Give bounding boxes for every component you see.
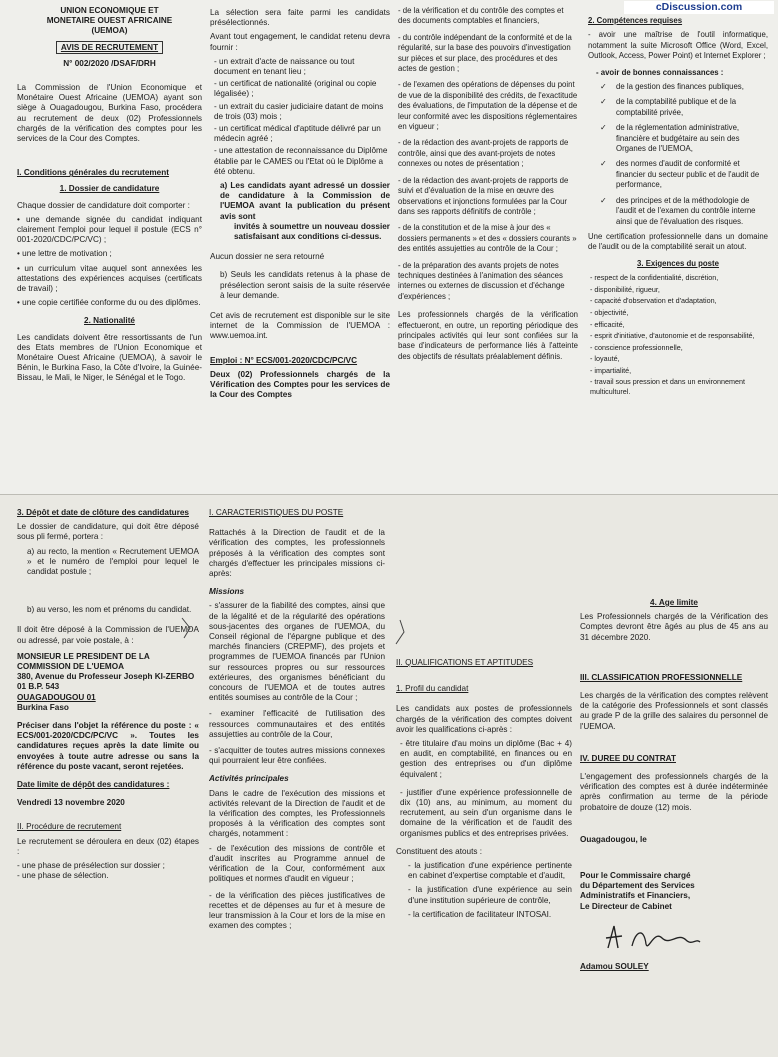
signature-line-2: du Département des Services (580, 881, 695, 891)
list-item: - un extrait d'acte de naissance ou tout document en tenant lieu ; (214, 56, 355, 77)
atouts-heading: Constituent des atouts : (396, 846, 483, 856)
section-caracteristiques: I. CARACTERISTIQUES DU POSTE (209, 508, 344, 517)
org-line-3: (UEMOA) (91, 26, 128, 36)
section-duree: IV. DUREE DU CONTRAT (580, 753, 676, 763)
aucun-dossier: Aucun dossier ne sera retourné (210, 252, 325, 262)
list-item: - s'assurer de la fiabilité des comptes, ainsi que de la légalité et de la régularité des opérations sous-jacentes des organes de l'UEMOA, du Conseil régional de l'épargne publique et des marchés financiers (CREPMF), des projets et programmes de l'UEMOA financés par l'Union sur ressources propres ou sur ressources extérieures, des organismes bénéficiant du concours de l'UEMOA et de toutes autres entités soumises au contrôle de la Cour ; (209, 601, 385, 703)
caracteristiques-intro: Rattachés à la Direction de l'audit et de la vérification des comptes, les professionnels préposés à la vérification des comptes sont chargés d'effectuer les principales missions ci-après: (209, 528, 385, 579)
list-item: - une attestation de reconnaissance du Diplôme établie par le CAMES ou l'Etat où le Diplôme a été obtenu. (214, 146, 388, 176)
preciser-text: Préciser dans l'objet la référence du poste : « ECS/001-2020/CDC/PC/VC ». Toutes les candidatures reçues après la date limite ou envoyées à toute autre adresse ou sans la référence du poste vacant, seront rejetées. (17, 721, 199, 771)
list-item: - la justification d'une expérience pertinente en cabinet d'expertise comptable et d'audit, (408, 861, 572, 881)
list-item: - un extrait du casier judiciaire datant de moins de trois (03) mois ; (214, 101, 384, 121)
list-item: - de la vérification et du contrôle des comptes et des documents comptables et financiers, (398, 6, 564, 26)
missions-heading: Missions (209, 587, 245, 597)
subsection-profil: 1. Profil du candidat (396, 684, 469, 694)
site-text: Cet avis de recrutement est disponible sur le site internet de la Commission de l'UEMOA : www.uemoa.int. (210, 311, 390, 341)
address-line-2: 380, Avenue du Professeur Joseph KI-ZERBO (17, 672, 195, 682)
list-item: - capacité d'observation et d'adaptation, (590, 296, 717, 306)
list-item: ✓ des principes et de la méthodologie de l'audit et de l'examen du contrôle interne ainsi que de l'évaluation des risques. (610, 196, 768, 227)
address-line-4: OUAGADOUGOU 01 (17, 692, 96, 702)
dossier-item: • une demande signée du candidat indiquant clairement l'emploi pour lequel il postule (ECS n° 001-2020/CDC/PC/VC) ; (17, 214, 202, 245)
connaissances-text: - avoir de bonnes connaissances : (596, 67, 724, 77)
section-depot: 3. Dépôt et date de clôture des candidatures (17, 508, 189, 517)
column-1-top (17, 0, 202, 494)
list-item: - examiner l'efficacité de l'utilisation des ressources communautaires et des entités assujetties au contrôle de la Cour, (209, 709, 385, 739)
list-item: - justifier d'une expérience professionnelle de dix (10) ans, au minimum, au moment du recrutement, au sein d'un organisme dans le domaine de la vérification et de l'audit des organismes publics et des entreprises privées. (400, 787, 572, 838)
list-item: - s'acquitter de toutes autres missions connexes qui pourraient leur être confiées. (209, 746, 385, 766)
phase-item: - une phase de présélection sur dossier ; (17, 861, 165, 871)
procedure-text: Le recrutement se déroulera en deux (02) étapes : (17, 836, 199, 856)
address-line-3: 01 B.P. 543 (17, 682, 60, 692)
activites-list (209, 844, 385, 932)
list-item: - objectivité, (590, 307, 629, 317)
date-limite-label: Date limite de dépôt des candidatures : (17, 780, 170, 790)
list-item: - efficacité, (590, 319, 625, 329)
list-item: ✓ des normes d'audit de conformité et financier du secteur public et de l'audit de performance, (610, 159, 768, 190)
column-4-bottom (580, 494, 768, 1057)
note-a-cont: invités à soumettre un nouveau dossier satisfaisant aux conditions ci-dessus. (234, 221, 390, 242)
list-item: - esprit d'initiative, d'autonomie et de responsabilité, (590, 331, 755, 341)
list-item: - un certificat médical d'aptitude délivré par un médecin agréé ; (214, 124, 381, 144)
top-panel (0, 0, 778, 494)
org-line-1: UNION ECONOMIQUE ET (60, 6, 159, 15)
list-item: - la justification d'une expérience au sein d'une institution supérieure de contrôle, (408, 885, 572, 905)
dossier-item: • une lettre de motivation ; (17, 249, 112, 259)
signature-line-3: Administratifs et Financiers, (580, 891, 691, 901)
profil-intro: Les candidats aux postes de professionnels chargés de la vérification des comptes doivent avoir les qualifications ci-après : (396, 704, 572, 734)
list-item: - être titulaire d'au moins un diplôme (Bac + 4) en audit, en comptabilité, en finances ou en gestion des entreprises ou d'un diplôme équivalent ; (400, 739, 572, 779)
list-item: - de la constitution et de la mise à jour des « dossiers permanents » et des « dossiers courants » des entités assujetties au contrôle de la Cour ; (398, 223, 577, 254)
section-qualifications: II. QUALIFICATIONS ET APTITUDES (396, 658, 534, 667)
section-classification: III. CLASSIFICATION PROFESSIONNELLE (580, 672, 743, 682)
address-line-1: MONSIEUR LE PRESIDENT DE LA COMMISSION DE L'UEMOA (17, 651, 150, 672)
certification-text: Une certification professionnelle dans un domaine de l'audit ou de la comptabilité serait un atout. (588, 231, 768, 252)
column-2-bottom (209, 494, 385, 1057)
list-item: ✓ de la comptabilité publique et de la comptabilité privée, (610, 97, 768, 118)
panel-divider (0, 494, 778, 495)
emploi-description: Deux (02) Professionnels chargés de la Vérification des Comptes pour les services de la Cour des Comptes (210, 369, 390, 400)
date-limite: Vendredi 13 novembre 2020 (17, 798, 125, 808)
list-item: - du contrôle indépendant de la conformité et de la régularité, sur la base des pouvoirs d'investigation sur pièces et sur place, des procédures et des actes de gestion ; (398, 32, 572, 74)
section-competences: 2. Compétences requises (588, 16, 683, 25)
list-item: - de la rédaction des avant-projets de rapports de suivi et d'évaluation de la mise en œuvre des observations et injonctions formulées par la Cour dans ses rapports définitifs de contrôle ; (398, 175, 569, 216)
maitrise-text: - avoir une maîtrise de l'outil informatique, notamment la suite Microsoft Office (Word, Excel, Outlook, Access, Power Point) et Internet Explorer ; (588, 30, 768, 61)
emploi-ref: Emploi : N° ECS/001-2020/CDC/PC/VC (210, 355, 358, 365)
dossier-item: • un curriculum vitae auquel sont annexées les attestations des expériences acquises (certificats de travail) ; (17, 263, 202, 294)
documents-list (210, 57, 390, 177)
verso-text: b) au verso, les nom et prénoms du candidat. (27, 605, 192, 615)
classification-text: Les chargés de la vérification des comptes relèvent de la catégorie des Professionnels et sont classés au grade P de la grille des salaires du personnel de l'UEMOA. (580, 691, 768, 731)
list-item: - de l'exécution des missions de contrôle et d'audit inscrites au Programme annuel de vérification de la Cour, conformément aux politiques et normes d'audit en vigueur ; (209, 843, 385, 884)
list-item: - impartialité, (590, 365, 632, 375)
list-item: - de la préparation des avants projets de notes techniques destinées à l'animation des séances internes ou externes de discussion et d'échange d'expériences ; (398, 260, 565, 301)
list-item: - de la vérification des pièces justificatives de recettes et de dépenses au fur et à mesure de leur transmission à la Cour et lors de la mise en examen des comptes ; (209, 890, 385, 931)
section-exigences: 3. Exigences du poste (637, 258, 719, 268)
nationalite-paragraph: Les candidats doivent être ressortissants de l'un des Etats membres de l'Union Economique et Monétaire Ouest Africaine (UEMOA), à savoir le Bénin, le Burkina Faso, la Côte d'Ivoire, la Guinée-Bissau, le Mali, le Niger, le Sénégal et le Togo. (17, 332, 202, 383)
org-line-2: MONETAIRE OUEST AFRICAINE (46, 16, 173, 26)
column-1-bottom (17, 494, 199, 1057)
signature-line-4: Le Directeur de Cabinet (580, 901, 672, 911)
contrat-text: L'engagement des professionnels chargés de la vérification des comptes est à durée indéterminée après confirmation au terme de la période probatoire de douze (12) mois. (580, 772, 768, 812)
connaissances-list (588, 82, 768, 227)
avis-reference: N° 002/2020 /DSAF/DRH (63, 58, 156, 68)
activities-list (398, 6, 578, 302)
list-item: - disponibilité, rigueur, (590, 284, 660, 294)
list-item: - la certification de facilitateur INTOSAI. (408, 909, 552, 919)
column-4-top (588, 0, 768, 494)
list-item: - travail sous pression et dans un environnement multiculturel. (590, 377, 746, 397)
avis-title: AVIS DE RECRUTEMENT (17, 43, 202, 53)
lieu-date: Ouagadougou, le (580, 834, 647, 844)
column-2-top (210, 0, 390, 494)
list-item: - de l'examen des opérations de dépenses du point de vue de la disponibilité des crédits, de l'exactitude des évaluations, de l'imputation de la dépense et de leur conformité avec les dispositions réglementaires en vigueur ; (398, 80, 578, 132)
scan-mark (392, 618, 412, 648)
note-a: a) Les candidats ayant adressé un dossier de candidature à la Commission de l'UEMOA avant la publication du présent avis sont (220, 181, 390, 221)
selection-text: La sélection sera faite parmi les candidats présélectionnés. (210, 8, 390, 28)
list-item: - conscience professionnelle, (590, 342, 683, 352)
list-item: ✓ de la gestion des finances publiques, (610, 82, 768, 92)
age-text: Les Professionnels chargés de la Vérification des Comptes devront être âgés au plus de 45 ans au 31 décembre 2020. (580, 612, 768, 642)
dossier-intro: Chaque dossier de candidature doit comporter : (17, 200, 190, 210)
signer-name: Adamou SOULEY (580, 961, 649, 971)
column-3-bottom (396, 494, 572, 1057)
exigences-list (588, 273, 768, 397)
list-item: - de la rédaction des avant-projets de rapports de contrôle, ainsi que des avant-projets de notes connexes ou notes de présentation ; (398, 138, 569, 169)
activites-intro: Dans le cadre de l'exécution des missions et activités relevant de la Direction de l'audit et de la vérification des comptes, les Professionnels proposés à la vérification des comptes sont chargés, notamment : (209, 788, 385, 839)
note-b: b) Seuls les candidats retenus à la phase de présélection seront saisis de la suite réservée à leur demande. (220, 270, 390, 300)
subsection-nationalite: 2. Nationalité (84, 316, 135, 326)
phase-item: - une phase de sélection. (17, 871, 109, 881)
subsection-dossier: 1. Dossier de candidature (59, 184, 160, 194)
list-item: - respect de la confidentialité, discrétion, (590, 273, 719, 283)
atouts-list (396, 861, 572, 920)
list-item: - loyauté, (590, 354, 620, 364)
activites-heading: Activités principales (209, 774, 289, 784)
section-age: 4. Age limite (650, 598, 698, 607)
signature-line-1: Pour le Commissaire chargé (580, 871, 691, 881)
dossier-item: • une copie certifiée conforme du ou des diplômes. (17, 298, 201, 308)
avant-text: Avant tout engagement, le candidat retenu devra fournir : (210, 32, 390, 52)
depot-text: Il doit être déposé à la Commission de l'UEMOA ou adressé, par voie postale, à : (17, 625, 199, 645)
recto-text: a) au recto, la mention « Recrutement UEMOA » et le numéro de l'emploi pour lequel le candidat postule ; (27, 546, 199, 577)
address-line-5: Burkina Faso (17, 702, 69, 712)
section-conditions: I. Conditions générales du recrutement (17, 168, 169, 178)
watermark-logo: cDiscussion.com (624, 1, 774, 14)
depot-intro: Le dossier de candidature, qui doit être déposé sous pli fermé, portera : (17, 522, 199, 542)
missions-list (209, 601, 385, 766)
reporting-paragraph: Les professionnels chargés de la vérification effectueront, en outre, un reporting périodique des principales activités qui leur sont confiées sur la base d'indicateurs de performance liés à l'atteinte des objectifs de résultats préalablement définis. (398, 310, 578, 361)
list-item: - un certificat de nationalité (original ou copie légalisée) ; (214, 79, 377, 99)
intro-paragraph: La Commission de l'Union Economique et Monétaire Ouest Africaine (UEMOA) ayant son siège à Ouagadougou, Burkina Faso, procédera au recrutement de deux (02) Professionnels chargés de la vérification des comptes pour les services de la Cour des Comptes. (17, 83, 202, 144)
profil-list (396, 739, 572, 839)
section-procedure: II. Procédure de recrutement (17, 822, 122, 832)
bottom-panel (0, 494, 778, 1057)
handwritten-signature (600, 918, 720, 958)
scan-mark (178, 614, 198, 644)
column-3-top (398, 0, 578, 494)
list-item: ✓ de la réglementation administrative, financière et budgétaire au sein des Organes de l'UEMOA, (610, 123, 768, 154)
